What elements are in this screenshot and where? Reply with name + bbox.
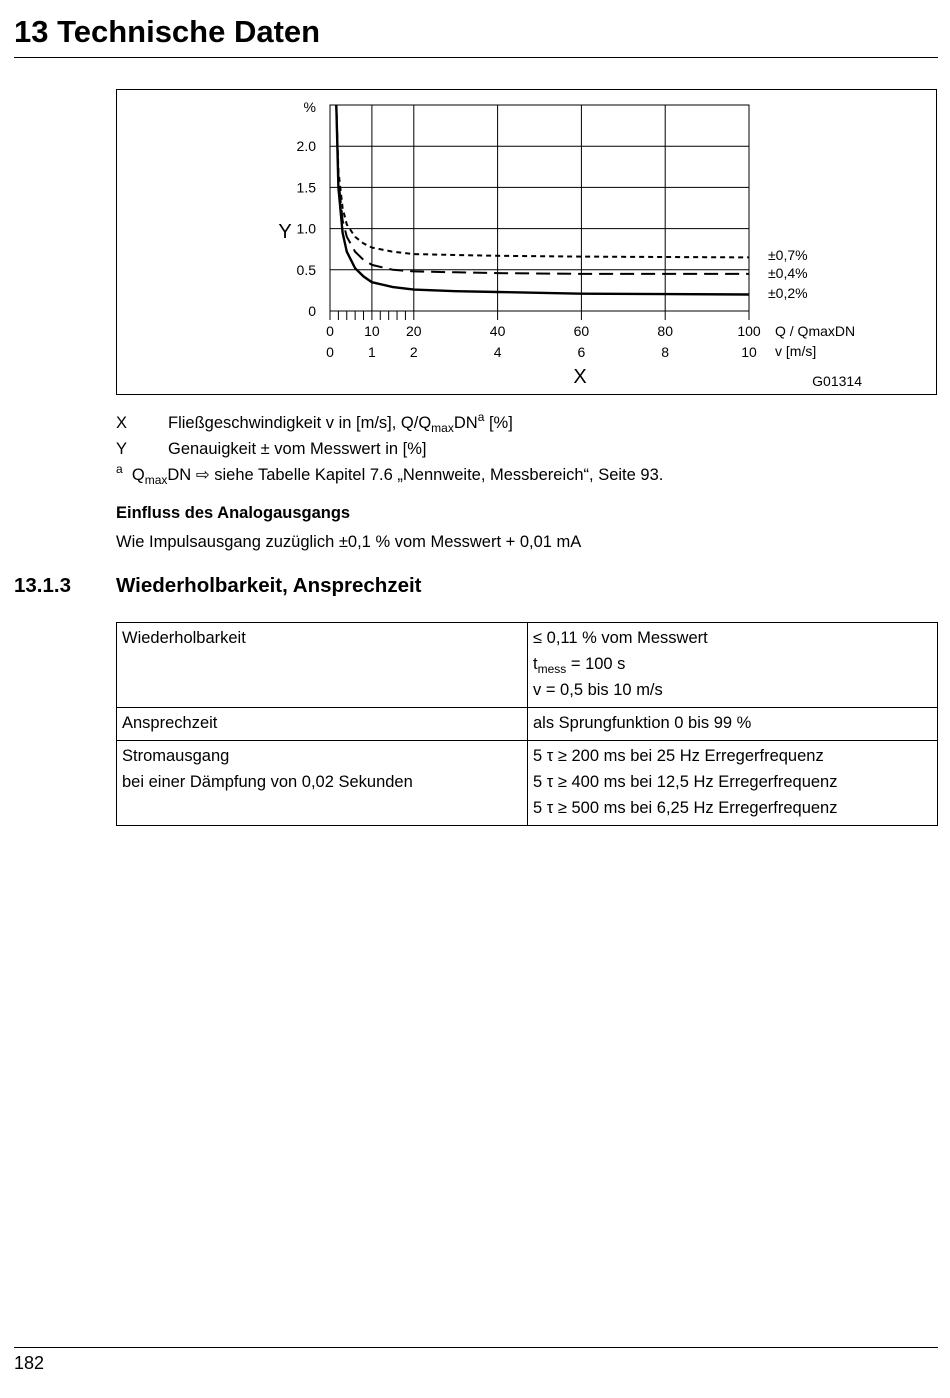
series-line-2 (336, 105, 749, 274)
table-cell: Wiederholbarkeit (117, 623, 528, 708)
y-tick-label: 0.5 (296, 261, 316, 278)
x-tick-label-v: 2 (409, 344, 418, 360)
chart-series (336, 105, 749, 295)
series-line-1 (336, 105, 749, 257)
x-tick-label-q: 100 (737, 323, 761, 339)
page-title: 13 Technische Daten (14, 14, 321, 49)
series-label-2: ±0,4% (768, 265, 808, 281)
series-line-3 (336, 105, 749, 295)
page-number: 182 (14, 1353, 45, 1373)
x-tick-label-q: 60 (573, 323, 590, 339)
y-tick-label: 1.0 (296, 220, 316, 237)
x-tick-label-v: 1 (368, 344, 376, 360)
legend-y-text: Genauigkeit ± vom Messwert in [%] (168, 440, 427, 458)
section-title: Wiederholbarkeit, Ansprechzeit (116, 574, 422, 597)
y-tick-label: 1.5 (296, 179, 316, 196)
x-tick-label-q: 10 (364, 323, 380, 339)
y-tick-label: 2.0 (296, 138, 316, 155)
plot-frame (330, 105, 749, 311)
x-tick-label-q: 40 (489, 323, 506, 339)
legend-x-key: X (116, 414, 128, 432)
x-tick-label-q: 80 (657, 323, 673, 339)
x-tick-label-q: 20 (406, 323, 422, 339)
x-axis-letter: X (573, 366, 587, 388)
x-tick-label-v: 4 (493, 344, 502, 360)
table-cell: Ansprechzeit (117, 708, 528, 741)
series-label-3: ±0,2% (768, 285, 808, 301)
section-number: 13.1.3 (14, 574, 71, 597)
accuracy-chart-figure (116, 89, 937, 395)
y-axis-letter: Y (278, 221, 292, 243)
legend-footnote: $^a$ $Q_{max}DN$ ⇨ siehe Tabelle Kapitel 7.6 „Nennweite, Messbereich“, Seite 93. (116, 462, 664, 487)
table-row (117, 708, 938, 741)
accuracy-chart (117, 90, 938, 396)
figure-code: G01314 (812, 373, 862, 389)
chart-grid (330, 105, 749, 311)
x-tick-label-v: 0 (326, 344, 334, 360)
title-divider (14, 57, 938, 58)
spec-table (116, 622, 938, 826)
y-unit-label: % (303, 99, 316, 115)
y-tick-label: 0 (308, 303, 316, 319)
x-tick-label-v: 8 (661, 344, 670, 360)
x-axis-label-q: Q / QmaxDN (775, 323, 856, 339)
x-tick-label-q: 0 (326, 323, 334, 339)
table-cell: Stromausgang bei einer Dämpfung von 0,02 Sekunden (117, 741, 528, 826)
analog-output-heading: Einfluss des Analogausgangs (116, 504, 351, 522)
x-axis-label-v: v [m/s] (775, 343, 817, 359)
legend-y-key: Y (116, 440, 128, 458)
table-cell: ≤ 0,11 % vom Messwert $t_{mess} = 100$ s v = 0,5 bis 10 m/s (528, 623, 938, 708)
chart-ticks (330, 311, 749, 320)
arrow-icon: ⇨ (195, 466, 210, 484)
table-row (117, 623, 938, 708)
footer-divider (14, 1347, 938, 1348)
table-cell: als Sprungfunktion 0 bis 99 % (528, 708, 938, 741)
x-tick-label-v: 10 (741, 344, 757, 360)
table-cell: 5 τ ≥ 200 ms bei 25 Hz Erregerfrequenz 5 τ ≥ 400 ms bei 12,5 Hz Erregerfrequenz 5 τ ≥ 500 ms bei 6,25 Hz Erregerfrequenz (528, 741, 938, 826)
legend-x-text: Fließgeschwindigkeit v in [m/s], $Q/Q_{max}DN^a$ [%] (168, 410, 513, 435)
x-tick-label-v: 6 (577, 344, 586, 360)
series-label-1: ±0,7% (768, 247, 808, 263)
analog-output-text: Wie Impulsausgang zuzüglich ±0,1 % vom Messwert + 0,01 mA (116, 533, 582, 551)
table-row (117, 741, 938, 826)
